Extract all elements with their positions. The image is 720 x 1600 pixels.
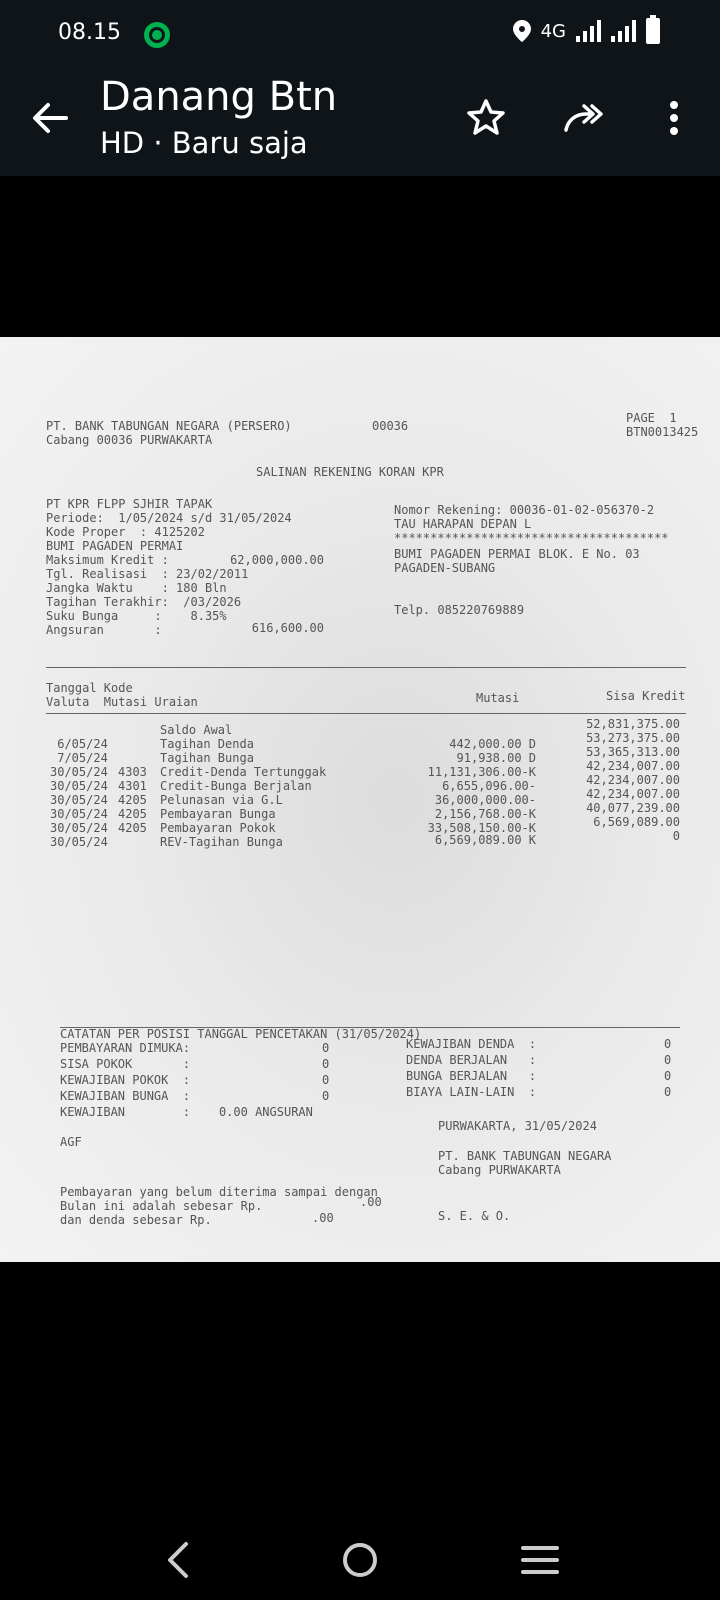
row-sisa: 42,234,007.00 xyxy=(586,773,680,787)
left-item-value: 0 xyxy=(322,1057,330,1071)
row-date: 7/05/24 xyxy=(50,751,108,765)
address-line-1: BUMI PAGADEN PERMAI BLOK. E No. 03 xyxy=(394,547,640,561)
nav-recents-icon[interactable] xyxy=(510,1530,570,1590)
row-kode: 4301 xyxy=(118,779,147,793)
note-line-1: Pembayaran yang belum diterima sampai dengan xyxy=(60,1185,378,1199)
row-kode: 4205 xyxy=(118,793,147,807)
row-mutasi: 6,655,096.00- xyxy=(442,779,536,793)
row-uraian: Tagihan Denda xyxy=(160,737,254,751)
row-uraian: Tagihan Bunga xyxy=(160,751,254,765)
right-item-value: 0 xyxy=(664,1053,672,1067)
angsuran-value: 616,600.00 xyxy=(251,621,324,635)
row-uraian: Pembayaran Pokok xyxy=(160,821,276,835)
contact-name: Danang Btn xyxy=(100,74,338,120)
media-subtitle: HD · Baru saja xyxy=(100,126,308,160)
network-type: 4G xyxy=(540,20,566,42)
branch-code: 00036 xyxy=(372,419,409,433)
tagihan-terakhir: Tagihan Terakhir: /03/2026 xyxy=(46,595,242,609)
app-bar xyxy=(0,68,720,176)
row-mutasi: 36,000,000.00- xyxy=(434,793,536,807)
col-header-mutasi: Mutasi xyxy=(476,691,520,705)
row-uraian: REV-Tagihan Bunga xyxy=(160,835,283,849)
row-kode: 4205 xyxy=(118,807,147,821)
row-date: 30/05/24 xyxy=(50,765,108,779)
right-item-label: DENDA BERJALAN : xyxy=(406,1053,537,1067)
col-header-valuta: Valuta Mutasi Uraian xyxy=(46,695,198,709)
more-options-icon[interactable] xyxy=(652,96,696,140)
signature-branch: Cabang PURWAKARTA xyxy=(438,1163,561,1177)
row-sisa: 40,077,239.00 xyxy=(586,801,680,815)
right-item-label: BUNGA BERJALAN : xyxy=(406,1069,537,1083)
kewajiban-line: KEWAJIBAN : 0.00 ANGSURAN xyxy=(60,1105,313,1119)
right-item-value: 0 xyxy=(664,1085,672,1099)
seo-note: S. E. & O. xyxy=(438,1209,511,1223)
left-item-label: KEWAJIBAN BUNGA : xyxy=(60,1089,191,1103)
address-line-2: PAGADEN-SUBANG xyxy=(394,561,496,575)
location-icon xyxy=(513,20,531,42)
suku-bunga: Suku Bunga : 8.35% xyxy=(46,609,227,623)
divider xyxy=(46,667,686,668)
maks-kredit-label: Maksimum Kredit : xyxy=(46,553,169,567)
row-date: 6/05/24 xyxy=(50,737,108,751)
row-mutasi: 33,508,150.00-K xyxy=(427,821,536,835)
navigation-bar xyxy=(0,1520,720,1600)
row-date: 30/05/24 xyxy=(50,835,108,849)
row-sisa: 0 xyxy=(672,829,680,843)
row-sisa: 52,831,375.00 xyxy=(586,717,680,731)
doc-title: SALINAN REKENING KORAN KPR xyxy=(256,465,444,479)
battery-icon xyxy=(646,18,660,44)
signal-icon xyxy=(576,20,601,42)
page-label: PAGE 1 xyxy=(626,411,677,425)
row-mutasi: 442,000.00 D xyxy=(449,737,536,751)
note-line-2: Bulan ini adalah sebesar Rp. xyxy=(60,1199,263,1213)
row-sisa: 42,234,007.00 xyxy=(586,787,680,801)
right-item-value: 0 xyxy=(664,1069,672,1083)
angsuran-label: Angsuran : xyxy=(46,623,162,637)
col-header-tanggal: Tanggal Kode xyxy=(46,681,133,695)
row-date: 30/05/24 xyxy=(50,779,108,793)
row-sisa: 42,234,007.00 xyxy=(586,759,680,773)
status-bar xyxy=(0,0,720,68)
row-mutasi: 11,131,306.00-K xyxy=(427,765,536,779)
jangka-waktu: Jangka Waktu : 180 Bln xyxy=(46,581,227,595)
kode-proper: Kode Proper : 4125202 xyxy=(46,525,205,539)
row-date: 30/05/24 xyxy=(50,807,108,821)
nomor-rekening: Nomor Rekening: 00036-01-02-056370-2 xyxy=(394,503,655,517)
maks-kredit-value: 62,000,000.00 xyxy=(230,553,324,567)
right-item-value: 0 xyxy=(664,1037,672,1051)
left-item-value: 0 xyxy=(322,1041,330,1055)
separator-stars: ************************************** xyxy=(394,531,669,545)
product: PT KPR FLPP SJHIR TAPAK xyxy=(46,497,213,511)
note-line-3-value: .00 xyxy=(312,1211,334,1225)
project: BUMI PAGADEN PERMAI xyxy=(46,539,184,553)
row-uraian: Pelunasan via G.L xyxy=(160,793,283,807)
row-mutasi: 91,938.00 D xyxy=(456,751,536,765)
agf-code: AGF xyxy=(60,1135,82,1149)
catatan-title: CATATAN PER POSISI TANGGAL PENCETAKAN (31/05/2024) xyxy=(60,1027,422,1041)
signal-icon-2 xyxy=(611,20,636,42)
left-item-value: 0 xyxy=(322,1073,330,1087)
left-item-label: KEWAJIBAN POKOK : xyxy=(60,1073,191,1087)
right-item-label: KEWAJIBAN DENDA : xyxy=(406,1037,537,1051)
row-uraian: Pembayaran Bunga xyxy=(160,807,276,821)
row-uraian: Credit-Denda Tertunggak xyxy=(160,765,327,779)
left-item-label: SISA POKOK : xyxy=(60,1057,191,1071)
right-item-label: BIAYA LAIN-LAIN : xyxy=(406,1085,537,1099)
statement-photo[interactable] xyxy=(0,337,720,1262)
star-icon[interactable] xyxy=(464,96,508,140)
left-item-label: PEMBAYARAN DIMUKA: xyxy=(60,1041,191,1055)
note-line-2-value: .00 xyxy=(360,1195,382,1209)
back-arrow-icon[interactable] xyxy=(28,96,72,140)
row-date: 30/05/24 xyxy=(50,793,108,807)
telephone: Telp. 085220769889 xyxy=(394,603,525,617)
row-date: 30/05/24 xyxy=(50,821,108,835)
tgl-realisasi: Tgl. Realisasi : 23/02/2011 xyxy=(46,567,249,581)
branch-name: Cabang 00036 PURWAKARTA xyxy=(46,433,213,447)
forward-icon[interactable] xyxy=(562,96,606,140)
row-kode: 4205 xyxy=(118,821,147,835)
nav-home-icon[interactable] xyxy=(330,1530,390,1590)
status-time: 08.15 xyxy=(58,20,121,45)
row-sisa: 53,365,313.00 xyxy=(586,745,680,759)
page-code: BTN0013425 xyxy=(626,425,699,439)
divider xyxy=(46,713,686,714)
row-uraian: Saldo Awal xyxy=(160,723,233,737)
period: Periode: 1/05/2024 s/d 31/05/2024 xyxy=(46,511,292,525)
signature-bank: PT. BANK TABUNGAN NEGARA xyxy=(438,1149,612,1163)
note-line-3: dan denda sebesar Rp. xyxy=(60,1213,212,1227)
row-sisa: 53,273,375.00 xyxy=(586,731,680,745)
status-icons xyxy=(513,18,660,44)
row-mutasi: 2,156,768.00-K xyxy=(434,807,536,821)
bank-name: PT. BANK TABUNGAN NEGARA (PERSERO) xyxy=(46,419,292,433)
row-uraian: Credit-Bunga Berjalan xyxy=(160,779,312,793)
place-date: PURWAKARTA, 31/05/2024 xyxy=(438,1119,597,1133)
row-kode: 4303 xyxy=(118,765,147,779)
row-sisa: 6,569,089.00 xyxy=(593,815,680,829)
left-item-value: 0 xyxy=(322,1089,330,1103)
nav-back-icon[interactable] xyxy=(150,1530,210,1590)
account-holder: TAU HARAPAN DEPAN L xyxy=(394,517,532,531)
app-notification-icon xyxy=(144,22,170,48)
row-mutasi: 6,569,089.00 K xyxy=(434,833,536,847)
col-header-sisa: Sisa Kredit xyxy=(606,689,686,703)
